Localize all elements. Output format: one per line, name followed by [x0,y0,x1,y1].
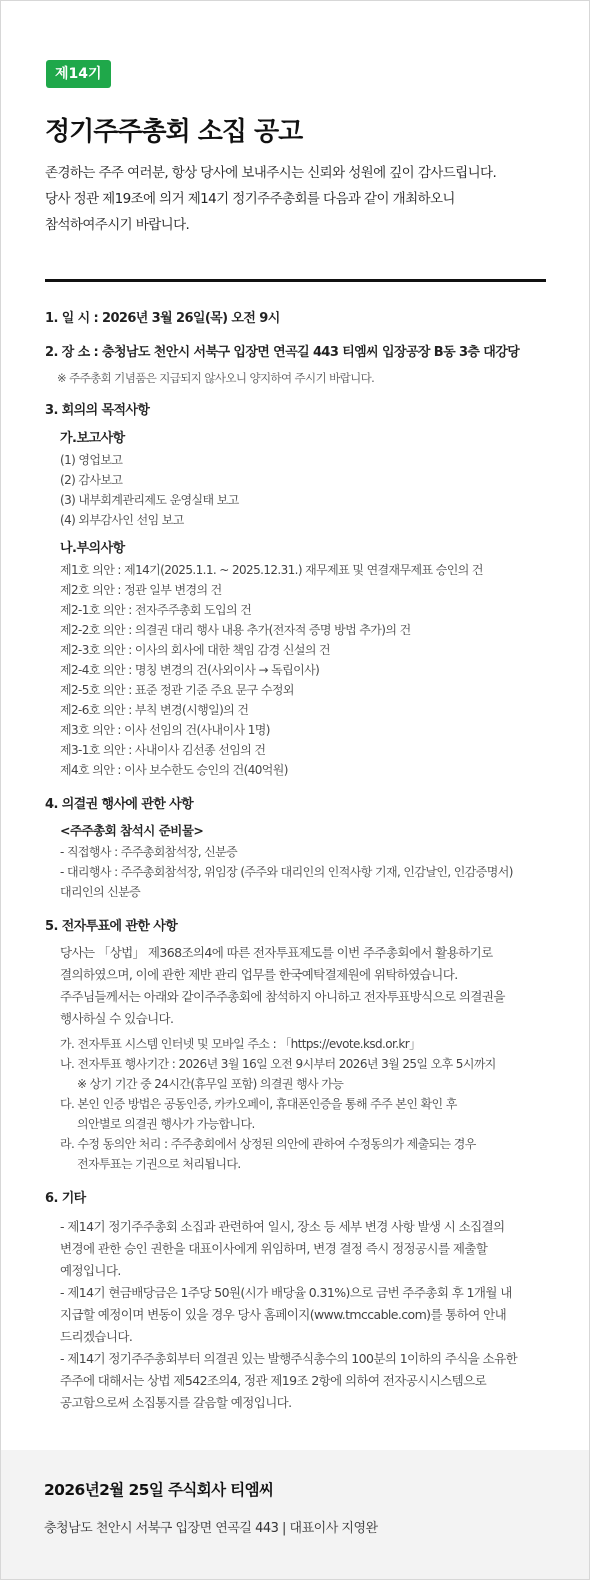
notice-footer [1,1450,589,1579]
resolution-item: 제2-3호 의안 : 이사의 회사에 대한 책임 감경 신설의 건 [60,643,331,657]
venue-note: ※ 주주총회 기념품은 지급되지 않사오니 양지하여 주시기 바랍니다. [57,371,375,385]
preparation-title: <주주총회 참석시 준비물> [60,823,204,838]
e-voting-item-cont: 전자투표는 기권으로 처리됩니다. [77,1157,241,1171]
footer-date-company: 2026년2월 25일 주식회사 티엠씨 [44,1481,274,1499]
others-line: 드리겠습니다. [60,1329,133,1344]
report-item: (3) 내부회계관리제도 운영실태 보고 [60,493,239,507]
e-voting-paragraph-line: 당사는 「상법」 제368조의4에 따른 전자투표제도를 이번 주주총회에서 활용하기로 [60,945,493,960]
intro-paragraph [45,160,545,238]
others-line: - 제14기 현금배당금은 1주당 50원(시가 배당율 0.31%)으로 금번 주주총회 후 1개월 내 [60,1285,512,1300]
page-title: 정기주주총회 소집 공고 [45,117,303,147]
resolution-item: 제2-5호 의안 : 표준 정관 기준 주요 문구 수정외 [60,683,294,697]
report-item: (2) 감사보고 [60,473,123,487]
e-voting-item: 가. 전자투표 시스템 인터넷 및 모바일 주소 : 「https://evote.ksd.or.kr」 [60,1037,421,1051]
notice-body [45,306,555,1414]
report-items-title: 가.보고사항 [60,431,125,446]
others-line: - 제14기 정기주주총회 소집과 관련하여 일시, 장소 등 세부 변경 사항 발생 시 소집결의 [60,1219,505,1234]
preparation-item: 대리인의 신분증 [60,885,141,899]
report-item: (1) 영업보고 [60,453,123,467]
others-line: 주주에 대해서는 상법 제542조의4, 정관 제19조 2항에 의하여 전자공시시스템으로 [60,1373,487,1388]
resolution-item: 제2-4호 의안 : 명칭 변경의 건(사외이사 → 독립이사) [60,663,320,677]
section-others: 6. 기타 [45,1191,86,1206]
resolution-item: 제3-1호 의안 : 사내이사 김선종 선임의 건 [60,743,266,757]
section-venue: 2. 장 소 : 충청남도 천안시 서북구 입장면 연곡길 443 티엠씨 입장공장 B동 3층 대강당 [45,345,520,360]
resolution-item: 제2-1호 의안 : 전자주주총회 도입의 건 [60,603,252,617]
intro-line: 참석하여주시기 바랍니다. [45,217,190,233]
section-agenda-title: 3. 회의의 목적사항 [45,403,150,418]
resolution-item: 제2-2호 의안 : 의결권 대리 행사 내용 추가(전자적 증명 방법 추가)의 건 [60,623,411,637]
e-voting-item: 라. 수정 동의안 처리 : 주주총회에서 상정된 의안에 관하여 수정동의가 제출되는 경우 [60,1137,476,1151]
intro-line: 당사 정관 제19조에 의거 제14기 정기주주총회를 다음과 같이 개최하오니 [45,191,455,207]
resolution-item: 제2-6호 의안 : 부칙 변경(시행일)의 건 [60,703,249,717]
resolution-item: 제3호 의안 : 이사 선임의 건(사내이사 1명) [60,723,270,737]
others-line: 공고함으로써 소집통지를 갈음할 예정입니다. [60,1395,292,1410]
e-voting-item: 나. 전자투표 행사기간 : 2026년 3월 16일 오전 9시부터 2026년 3월 25일 오후 5시까지 [60,1057,496,1071]
term-badge: 제14기 [46,60,111,88]
others-line: - 제14기 정기주주총회부터 의결권 있는 발행주식총수의 100분의 1이하의 주식을 소유한 [60,1351,518,1366]
others-line: 변경에 관한 승인 권한을 대표이사에게 위임하며, 변경 결정 즉시 정정공시를 제출할 [60,1241,488,1256]
preparation-item: - 직접행사 : 주주총회참석장, 신분증 [60,845,238,859]
e-voting-item: 다. 본인 인증 방법은 공동인증, 카카오페이, 휴대폰인증을 통해 주주 본인 확인 후 [60,1097,457,1111]
report-item: (4) 외부감사인 선임 보고 [60,513,184,527]
resolution-item: 제1호 의안 : 제14기(2025.1.1. ~ 2025.12.31.) 재무제표 및 연결재무제표 승인의 건 [60,563,483,577]
resolution-item: 제2호 의안 : 정관 일부 변경의 건 [60,583,222,597]
e-voting-item-cont: 의안별로 의결권 행사가 가능합니다. [77,1117,255,1131]
section-voting-rights: 4. 의결권 행사에 관한 사항 [45,797,194,812]
footer-address: 충청남도 천안시 서북구 입장면 연곡길 443 | 대표이사 지영완 [44,1521,378,1536]
others-line: 예정입니다. [60,1263,121,1278]
section-divider [45,279,546,282]
section-datetime: 1. 일 시 : 2026년 3월 26일(목) 오전 9시 [45,311,280,326]
intro-line: 존경하는 주주 여러분, 항상 당사에 보내주시는 신뢰와 성원에 깊이 감사드립니다. [45,165,497,181]
section-e-voting: 5. 전자투표에 관한 사항 [45,919,178,934]
others-line: 지급할 예정이며 변동이 있을 경우 당사 홈페이지(www.tmccable.com)를 통하여 안내 [60,1307,507,1322]
e-voting-paragraph-line: 주주님들께서는 아래와 같이주주총회에 참석하지 아니하고 전자투표방식으로 의결권을 [60,989,505,1004]
e-voting-item-note: ※ 상기 기간 중 24시간(휴무일 포함) 의결권 행사 가능 [77,1077,344,1091]
resolution-item: 제4호 의안 : 이사 보수한도 승인의 건(40억원) [60,763,288,777]
resolution-items-title: 나.부의사항 [60,541,125,556]
e-voting-paragraph-line: 결의하였으며, 이에 관한 제반 관리 업무를 한국예탁결제원에 위탁하였습니다. [60,967,458,982]
e-voting-paragraph-line: 행사하실 수 있습니다. [60,1011,174,1026]
preparation-item: - 대리행사 : 주주총회참석장, 위임장 (주주와 대리인의 인적사항 기재, 인감날인, 인감증명서) [60,865,513,879]
